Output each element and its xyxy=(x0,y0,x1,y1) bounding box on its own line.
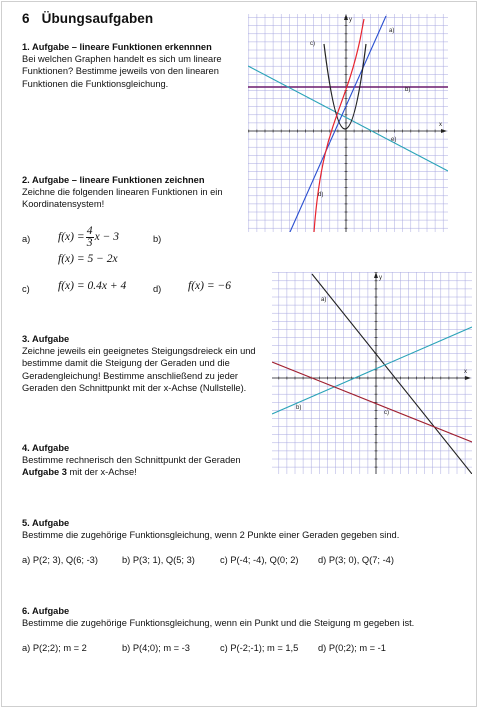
task3-line-2: bestimme damit die Steigung der Geraden und die xyxy=(22,358,230,369)
graph-1-svg xyxy=(248,14,448,232)
task2-b-label: b) xyxy=(153,234,162,244)
task4-line-2 xyxy=(22,466,267,478)
graph-1-y-label: y xyxy=(349,17,352,23)
task2-c-equation: f(x) = 0.4x + 4 xyxy=(58,280,127,292)
task2 xyxy=(22,174,252,211)
task1-heading: 1. Aufgabe – lineare Funktionen erkennnen xyxy=(22,42,212,52)
graph-1-grid xyxy=(248,14,448,232)
graph-2-grid xyxy=(272,272,472,474)
task2-a-denominator: 3 xyxy=(86,236,93,249)
task2-a-equation xyxy=(58,223,119,251)
graph-1 xyxy=(248,14,448,232)
task5-text: Bestimme die zugehörige Funktionsgleichung, wenn 2 Punkte einer Geraden gegeben sind. xyxy=(22,530,400,540)
task4-ref: Aufgabe 3 xyxy=(22,467,67,478)
task6 xyxy=(22,605,462,629)
task6-item-a: a) P(2;2); m = 2 xyxy=(22,643,87,653)
graph-1-label-a: a) xyxy=(389,28,395,34)
graph-2 xyxy=(272,272,472,474)
task3-line-4: Geraden den Schnittpunkt mit der x-Achse (Nullstelle). xyxy=(22,383,247,394)
graph-1-label-b: b) xyxy=(405,87,411,93)
task1-line-2: Funktionen? Bestimme jeweils von den linearen xyxy=(22,66,219,77)
task5-item-d: d) P(3; 0), Q(7; -4) xyxy=(318,555,394,565)
task4 xyxy=(22,442,267,479)
section-title: Übungsaufgaben xyxy=(41,11,154,26)
task3 xyxy=(22,333,267,395)
graph-2-line-b xyxy=(272,327,472,414)
task2-d-equation: f(x) = −6 xyxy=(188,280,231,292)
task3-heading: 3. Aufgabe xyxy=(22,334,70,344)
task6-item-c: c) P(-2;-1); m = 1,5 xyxy=(220,643,299,653)
task5-item-a: a) P(2; 3), Q(6; -3) xyxy=(22,555,98,565)
task6-text: Bestimme die zugehörige Funktionsgleichung, wenn ein Punkt und die Steigung m gegeben ist. xyxy=(22,618,415,628)
graph-1-label-c: c) xyxy=(310,41,315,47)
task5-heading: 5. Aufgabe xyxy=(22,518,70,528)
task2-b-equation: f(x) = 5 − 2x xyxy=(58,253,118,265)
graph-2-label-c: c) xyxy=(384,410,389,416)
graph-1-y-arrow xyxy=(344,14,348,20)
page-title xyxy=(22,11,153,26)
graph-1-x-label: x xyxy=(439,122,442,128)
task2-a-rest: x − 3 xyxy=(94,231,119,243)
task1 xyxy=(22,41,252,90)
section-number: 6 xyxy=(22,11,30,26)
task2-a-label: a) xyxy=(22,234,31,244)
graph-2-x-arrow xyxy=(465,376,471,380)
task6-item-b: b) P(4;0); m = -3 xyxy=(122,643,190,653)
graph-2-line-c xyxy=(272,362,472,442)
graph-2-y-label: y xyxy=(379,275,382,281)
task2-heading: 2. Aufgabe – lineare Funktionen zeichnen xyxy=(22,175,205,185)
task2-a-fraction xyxy=(86,226,94,249)
graph-1-label-d: d) xyxy=(318,192,324,198)
task5-item-c: c) P(-4; -4), Q(0; 2) xyxy=(220,555,299,565)
task5-item-b: b) P(3; 1), Q(5; 3) xyxy=(122,555,195,565)
graph-2-axes xyxy=(272,272,471,474)
task2-line-2: Koordinatensystem! xyxy=(22,199,105,210)
task4-heading: 4. Aufgabe xyxy=(22,443,70,453)
task6-item-d: d) P(0;2); m = -1 xyxy=(318,643,386,653)
task2-a-lhs: f(x) = xyxy=(58,231,85,243)
graph-2-svg xyxy=(272,272,472,474)
graph-1-x-arrow xyxy=(441,129,447,133)
task6-heading: 6. Aufgabe xyxy=(22,606,70,616)
graph-2-label-a: a) xyxy=(321,297,327,303)
graph-1-label-e: e) xyxy=(391,137,397,143)
task3-line-3: Geradengleichung! Bestimme anschließend zu jeder xyxy=(22,370,239,381)
task4-line-2-rest: mit der x-Achse! xyxy=(66,467,137,478)
task2-c-label: c) xyxy=(22,284,30,294)
task4-line-1: Bestimme rechnerisch den Schnittpunkt der Geraden xyxy=(22,455,241,465)
graph-2-label-b: b) xyxy=(296,405,302,411)
graph-2-x-label: x xyxy=(464,369,467,375)
task5 xyxy=(22,517,462,541)
graph-1-curve-a xyxy=(314,40,360,232)
task2-d-label: d) xyxy=(153,284,162,294)
task3-line-1: Zeichne jeweils ein geeignetes Steigungsdreieck ein und xyxy=(22,346,256,356)
task1-line-1: Bei welchen Graphen handelt es sich um lineare xyxy=(22,54,222,64)
task1-line-3: Funktionen die Funktionsgleichung. xyxy=(22,78,169,89)
task2-a-numerator: 4 xyxy=(86,224,93,237)
task2-line-1: Zeichne die folgenden linearen Funktionen in ein xyxy=(22,187,223,197)
